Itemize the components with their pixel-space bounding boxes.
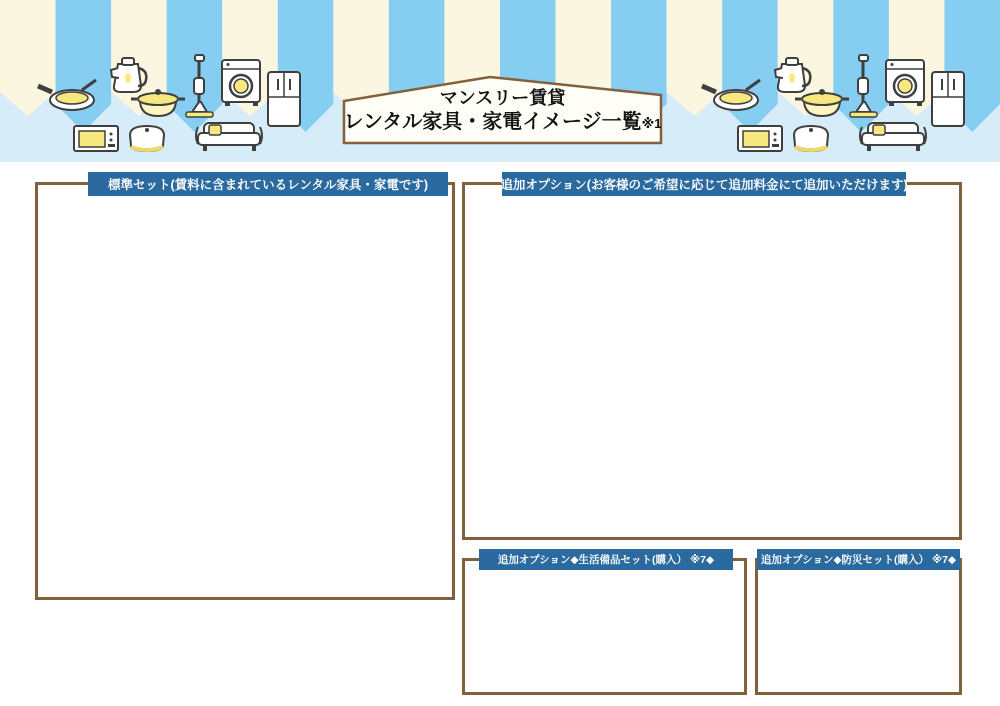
options-panel (462, 182, 962, 540)
options-grid (465, 185, 959, 537)
life-goods-collage (468, 569, 741, 689)
emergency-kit-box (755, 558, 962, 695)
life-goods-box-header: 追加オプション◆生活備品セット(購入） ※7◆ (479, 549, 733, 570)
title-note: ※1 (641, 115, 662, 131)
life-goods-box (462, 558, 747, 695)
appliance-icons-left (36, 48, 328, 156)
standard-set-header: 標準セット(賃料に含まれているレンタル家具・家電です) (88, 172, 448, 196)
title-plaque (340, 74, 665, 146)
page-title-line2: レンタル家具・家電イメージ一覧※1 (343, 110, 662, 133)
emergency-kit-box-header: 追加オプション◆防災セット(購入） ※7◆ (757, 549, 960, 570)
standard-set-panel (35, 182, 455, 600)
options-header: 追加オプション(お客様のご希望に応じて追加料金にて追加いただけます) (502, 172, 906, 196)
emergency-kit-collage (761, 569, 956, 689)
standard-set-grid (38, 185, 452, 597)
page-title-line1: マンスリー賃貸 (439, 88, 566, 108)
appliance-icons-right (700, 48, 992, 156)
top-banner (0, 0, 1000, 162)
